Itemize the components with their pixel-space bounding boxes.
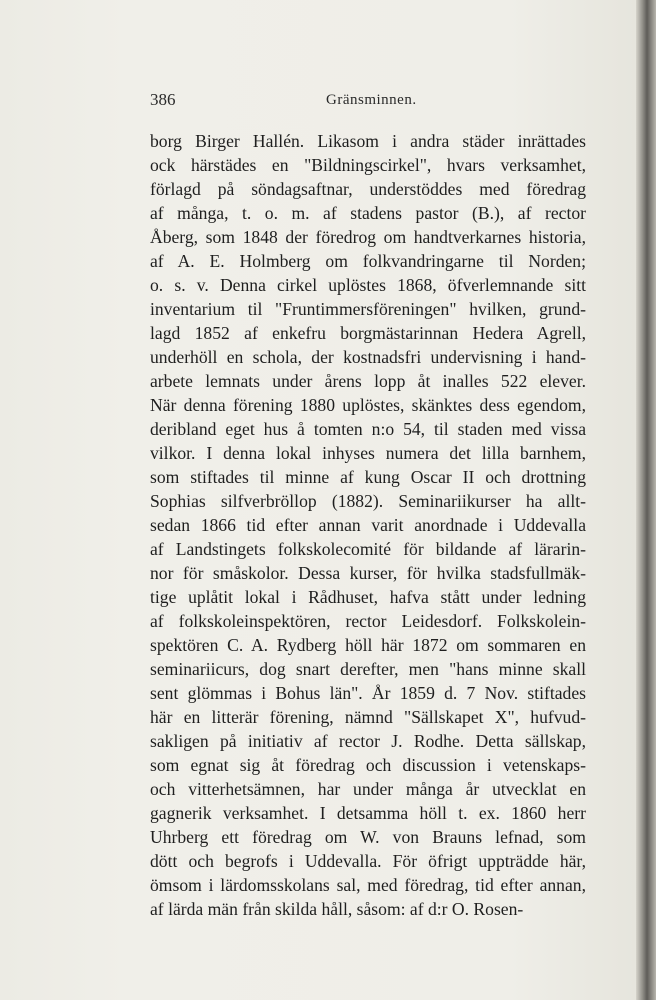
- text-line: borg Birger Hallén. Likasom i andra städer inrättades: [150, 131, 586, 151]
- text-line: vilkor. I denna lokal inhyses numera det lilla barnhem,: [150, 443, 586, 463]
- text-line: inventarium til "Fruntimmersföreningen" hvilken, grund-: [150, 299, 586, 319]
- text-line: sedan 1866 tid efter annan varit anordnade i Uddevalla: [150, 515, 586, 535]
- text-line: deribland eget hus å tomten n:o 54, til staden med vissa: [150, 419, 586, 439]
- text-line: seminariicurs, dog snart derefter, men "hans minne skall: [150, 659, 586, 679]
- text-line: ömsom i lärdomsskolans sal, med föredrag, tid efter annan,: [150, 875, 586, 895]
- text-line: af Landstingets folkskolecomité för bildande af lärarin-: [150, 539, 586, 559]
- body-text: [150, 129, 586, 921]
- text-line: ock härstädes en "Bildningscirkel", hvars verksamhet,: [150, 155, 586, 175]
- text-line: Åberg, som 1848 der föredrog om handtverkarnes historia,: [150, 227, 586, 247]
- text-line: tige uplåtit lokal i Rådhuset, hafva stått under ledning: [150, 587, 586, 607]
- text-line: nor för småskolor. Dessa kurser, för hvilka stadsfullmäk-: [150, 563, 586, 583]
- text-line: af lärda män från skilda håll, såsom: af d:r O. Rosen-: [150, 899, 524, 919]
- text-line: som egnat sig åt föredrag och discussion i vetenskaps-: [150, 755, 586, 775]
- text-line: förlagd på söndagsaftnar, understöddes med föredrag: [150, 179, 586, 199]
- page-header: [150, 90, 586, 116]
- text-line: här en litterär förening, nämnd "Sällskapet X", hufvud-: [150, 707, 586, 727]
- text-line: arbete lemnats under årens lopp åt inalles 522 elever.: [150, 371, 586, 391]
- running-title: Gränsminnen.: [326, 92, 417, 108]
- text-line: spektören C. A. Rydberg höll här 1872 om sommaren en: [150, 635, 586, 655]
- text-line: af A. E. Holmberg om folkvandringarne til Norden;: [150, 251, 586, 271]
- text-line: lagd 1852 af enkefru borgmästarinnan Hedera Agrell,: [150, 323, 586, 343]
- text-line: dött och begrofs i Uddevalla. För öfrigt uppträdde här,: [150, 851, 586, 871]
- page-number: 386: [150, 90, 176, 109]
- text-line: Sophias silfverbröllop (1882). Seminariikurser ha allt-: [150, 491, 586, 511]
- text-line: Uhrberg ett föredrag om W. von Brauns lefnad, som: [150, 827, 586, 847]
- text-line: af folkskoleinspektören, rector Leidesdorf. Folkskolein-: [150, 611, 586, 631]
- page-edge-shadow: [636, 0, 656, 1000]
- text-line: o. s. v. Denna cirkel uplöstes 1868, öfverlemnande sitt: [150, 275, 586, 295]
- text-line: sent glömmas i Bohus län". År 1859 d. 7 Nov. stiftades: [150, 683, 586, 703]
- text-line: gagnerik verksamhet. I detsamma höll t. ex. 1860 herr: [150, 803, 586, 823]
- text-line: och vitterhetsämnen, har under många år utvecklat en: [150, 779, 586, 799]
- text-line: som stiftades til minne af kung Oscar II och drottning: [150, 467, 586, 487]
- text-line: af många, t. o. m. af stadens pastor (B.), af rector: [150, 203, 586, 223]
- text-line: underhöll en schola, der kostnadsfri undervisning i hand-: [150, 347, 586, 367]
- text-line: När denna förening 1880 uplöstes, skänktes dess egendom,: [150, 395, 586, 415]
- text-line: sakligen på initiativ af rector J. Rodhe. Detta sällskap,: [150, 731, 586, 751]
